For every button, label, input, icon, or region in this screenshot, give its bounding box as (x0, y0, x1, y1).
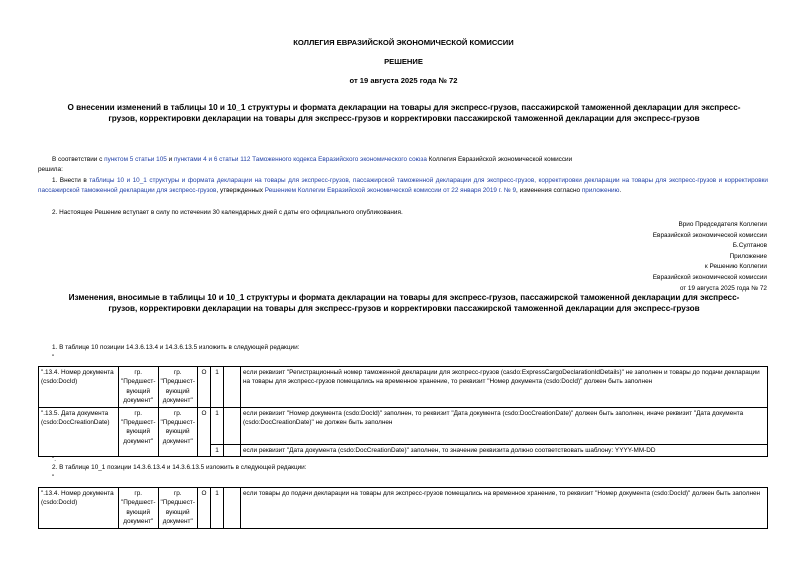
cell-rule: если реквизит "Регистрационный номер таможенной декларации для экспресс-грузов (casdo:ExpressCargoDeclarationIdDetails)" не заполнен и товары до подачи декларации на товары для экспресс-грузов помещались на временное хранение, то реквизит "Номер документа (csdo:DocId)" должен быть заполнен (241, 367, 768, 408)
link-article-105[interactable]: пунктом 5 статьи 105 (104, 156, 167, 163)
cell-name: ".13.4. Номер документа (csdo:DocId) (39, 488, 119, 529)
cell-multiplicity: 1 (211, 488, 224, 529)
cell-name: ".13.4. Номер документа (csdo:DocId) (39, 367, 119, 408)
section-2-text: 2. В таблице 10_1 позиции 14.3.6.13.4 и 14.3.6.13.5 изложить в следующей редакции: (52, 464, 307, 471)
org-name: КОЛЛЕГИЯ ЕВРАЗИЙСКОЙ ЭКОНОМИЧЕСКОЙ КОМИССИИ (293, 38, 514, 47)
item-1-text-4: . (619, 186, 622, 194)
signature-block (653, 220, 767, 294)
cell-name: ".13.5. Дата документа (csdo:DocCreationDate) (39, 407, 119, 456)
section-1-quote: " (52, 354, 55, 361)
item-2: 2. Настоящее Решение вступает в силу по истечении 30 календарных дней с даты его официального опубликования. (52, 209, 403, 216)
cell-obligation: О (198, 407, 211, 456)
preamble-text-2: и (166, 156, 174, 163)
table-row (39, 488, 768, 529)
cell-spacer (224, 367, 241, 408)
cell-group-2: гр. "Предшест-вующий документ" (158, 407, 198, 456)
link-tables-10[interactable]: таблицы 10 и 10_1 структуры и формата декларации на товары для экспресс-грузов, пассажирской таможенной декларации для экспресс-грузов, корректировки декларации на товары для экспресс-грузов и корректировки пассажирской таможенной декларации для экспресс-грузов (38, 177, 768, 194)
signature-line-3: Б.Султанов (732, 242, 767, 250)
table-row (39, 407, 768, 444)
cell-obligation: О (198, 488, 211, 529)
doc-title (34, 102, 774, 124)
appendix-line-4: от 19 августа 2025 года № 72 (679, 284, 767, 292)
cell-multiplicity: 1 (211, 407, 224, 444)
cell-group-1: гр. "Предшест-вующий документ" (119, 488, 159, 529)
preamble-text-1: В соответствии с (52, 156, 105, 163)
cell-obligation: О (198, 367, 211, 408)
appendix-line-3: Евразийской экономической комиссии (652, 273, 767, 281)
decided-label: решила: (38, 166, 63, 173)
cell-spacer (224, 444, 241, 456)
item-1-text-1: 1. Внести в (52, 177, 90, 184)
link-article-112[interactable]: пунктами 4 и 6 статьи 112 Таможенного кодекса Евразийского экономического союза (173, 156, 427, 163)
cell-group-2: гр. "Предшест-вующий документ" (158, 488, 198, 529)
item-1-text-3: , изменения согласно (516, 186, 582, 194)
cell-multiplicity: 1 (211, 367, 224, 408)
preamble (38, 155, 768, 165)
item-1-text-2: , утвержденных (216, 186, 265, 194)
cell-rule: если товары до подачи декларации на товары для экспресс-грузов помещались на временное хранение, то реквизит "Номер документа (csdo:DocId)" должен быть заполнен (241, 488, 768, 529)
appendix-line-1: Приложение (729, 252, 767, 260)
doc-type: РЕШЕНИЕ (384, 57, 423, 66)
section-1-text: 1. В таблице 10 позиции 14.3.6.13.4 и 14.3.6.13.5 изложить в следующей редакции: (52, 344, 300, 351)
doc-date: от 19 августа 2025 года № 72 (349, 76, 458, 85)
table-row (39, 367, 768, 408)
appendix-line-2: к Решению Коллегии (704, 263, 767, 271)
item-1 (38, 176, 768, 195)
cell-multiplicity: 1 (211, 444, 224, 456)
table-2 (38, 487, 768, 529)
cell-group-1: гр. "Предшест-вующий документ" (119, 367, 159, 408)
doc-title-line-1: О внесении изменений в таблицы 10 и 10_1 структуры и формата декларации на товары для экспресс-грузов, пассажирской таможенной декларации для экспресс- (67, 103, 741, 112)
signature-line-2: Евразийской экономической комиссии (652, 231, 767, 239)
section-2-quote: " (52, 474, 55, 481)
table-1-close-quote: ". (52, 456, 57, 463)
signature-line-1: Врио Председателя Коллегии (678, 221, 767, 228)
appendix-title (34, 292, 774, 314)
cell-group-2: гр. "Предшест-вующий документ" (158, 367, 198, 408)
link-appendix[interactable]: приложению (581, 186, 620, 194)
cell-rule: если реквизит "Номер документа (csdo:DocId)" заполнен, то реквизит "Дата документа (csdo:DocCreationDate)" должен быть заполнен, иначе реквизит "Дата документа (csdo:DocCreationDate)" не должен быть заполнен (241, 407, 768, 444)
cell-rule: если реквизит "Дата документа (csdo:DocCreationDate)" заполнен, то значение реквизита должно соответствовать шаблону: YYYY-MM-DD (241, 444, 768, 456)
link-decision-9[interactable]: Решением Коллегии Евразийской экономической комиссии от 22 января 2019 г. № 9 (264, 186, 517, 194)
cell-spacer (224, 407, 241, 444)
table-1 (38, 366, 768, 457)
doc-title-line-2: грузов, корректировки декларации на товары для экспресс-грузов и корректировки пассажирской таможенной декларации для экспресс-грузов (108, 114, 700, 123)
preamble-text-3: Коллегия Евразийской экономической комиссии (426, 156, 573, 163)
cell-spacer (224, 488, 241, 529)
appendix-title-line-1: Изменения, вносимые в таблицы 10 и 10_1 структуры и формата декларации на товары для экспресс-грузов, пассажирской таможенной декларации для экспресс- (68, 293, 740, 302)
appendix-title-line-2: грузов, корректировки декларации на товары для экспресс-грузов и корректировки пассажирской таможенной декларации для экспресс-грузов (108, 304, 700, 313)
cell-group-1: гр. "Предшест-вующий документ" (119, 407, 159, 456)
